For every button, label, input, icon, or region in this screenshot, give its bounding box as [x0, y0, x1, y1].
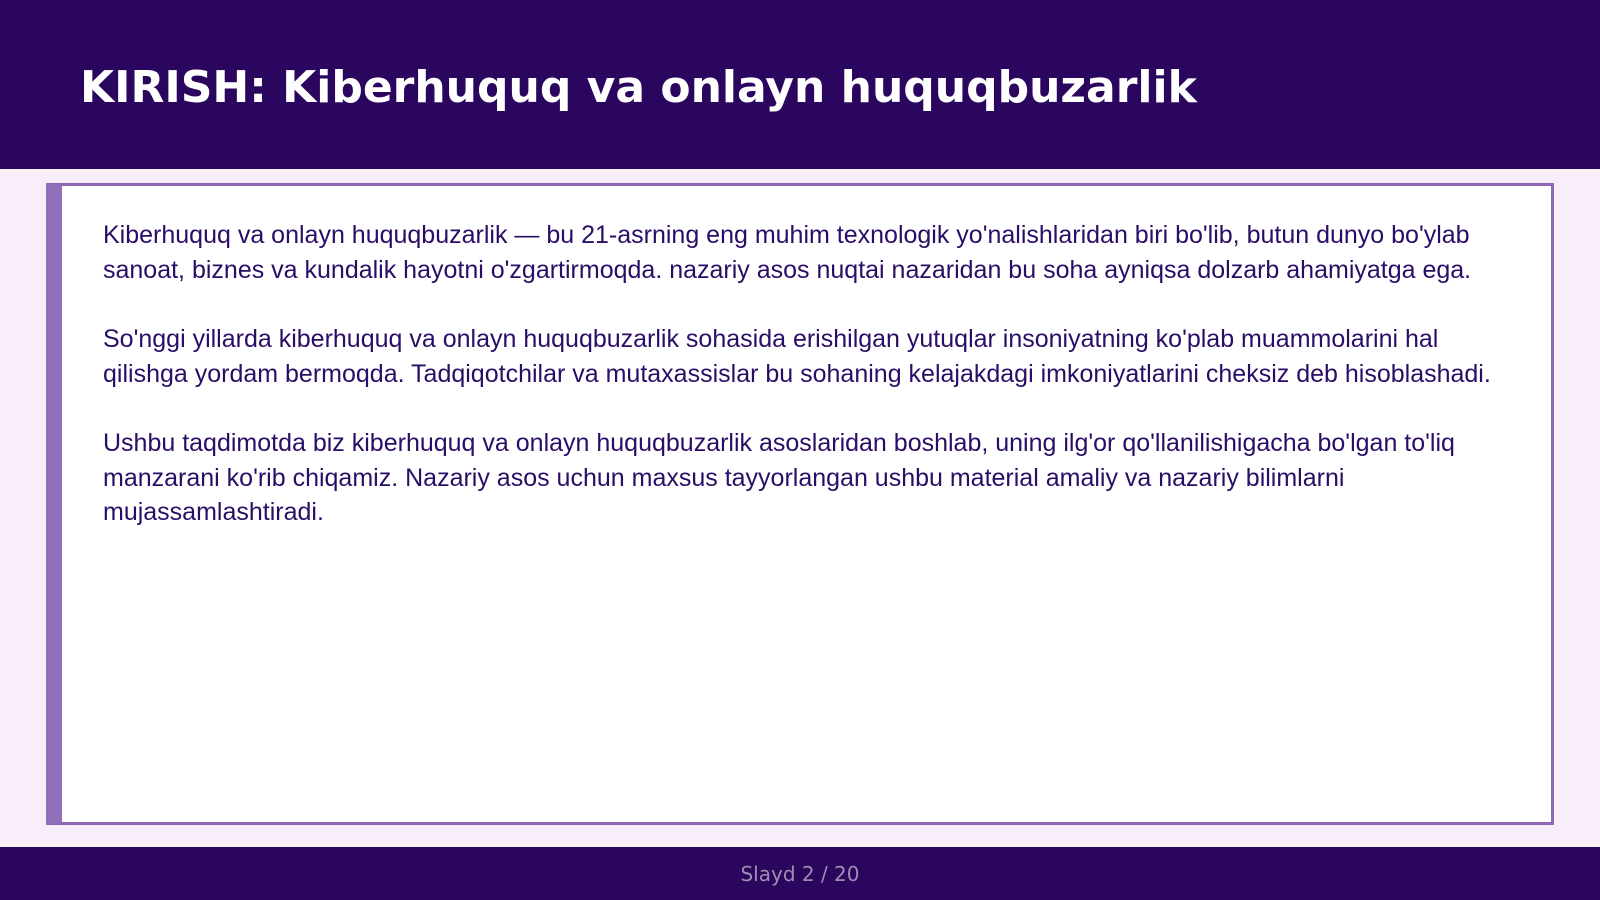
intro-paragraph-2: So'nggi yillarda kiberhuquq va onlayn huquqbuzarlik sohasida erishilgan yutuqlar insoniyatning ko'plab muammolarini hal qilishga yordam bermoqda. Tadqiqotchilar va mutaxassislar bu sohaning kelajakdagi imkoniyatlarini cheksiz deb hisoblashadi.	[103, 325, 1491, 388]
paragraph-list	[103, 218, 1523, 565]
slide-header	[0, 0, 1600, 169]
slide-title: KIRISH: Kiberhuquq va onlayn huquqbuzarlik	[80, 62, 1197, 113]
content-panel	[46, 183, 1554, 825]
intro-paragraph-1: Kiberhuquq va onlayn huquqbuzarlik — bu 21-asrning eng muhim texnologik yo'nalishlaridan biri bo'lib, butun dunyo bo'ylab sanoat, biznes va kundalik hayotni o'zgartirmoqda. nazariy asos nuqtai nazaridan bu soha ayniqsa dolzarb ahamiyatga ega.	[103, 221, 1472, 284]
intro-paragraph-3: Ushbu taqdimotda biz kiberhuquq va onlayn huquqbuzarlik asoslaridan boshlab, uning ilg'or qo'llanilishigacha bo'lgan to'liq manzarani ko'rib chiqamiz. Nazariy asos uchun maxsus tayyorlangan ushbu material amaliy va nazariy bilimlarni mujassamlashtiradi.	[103, 429, 1455, 526]
slide-counter: Slayd 2 / 20	[740, 862, 860, 886]
slide-footer	[0, 847, 1600, 900]
